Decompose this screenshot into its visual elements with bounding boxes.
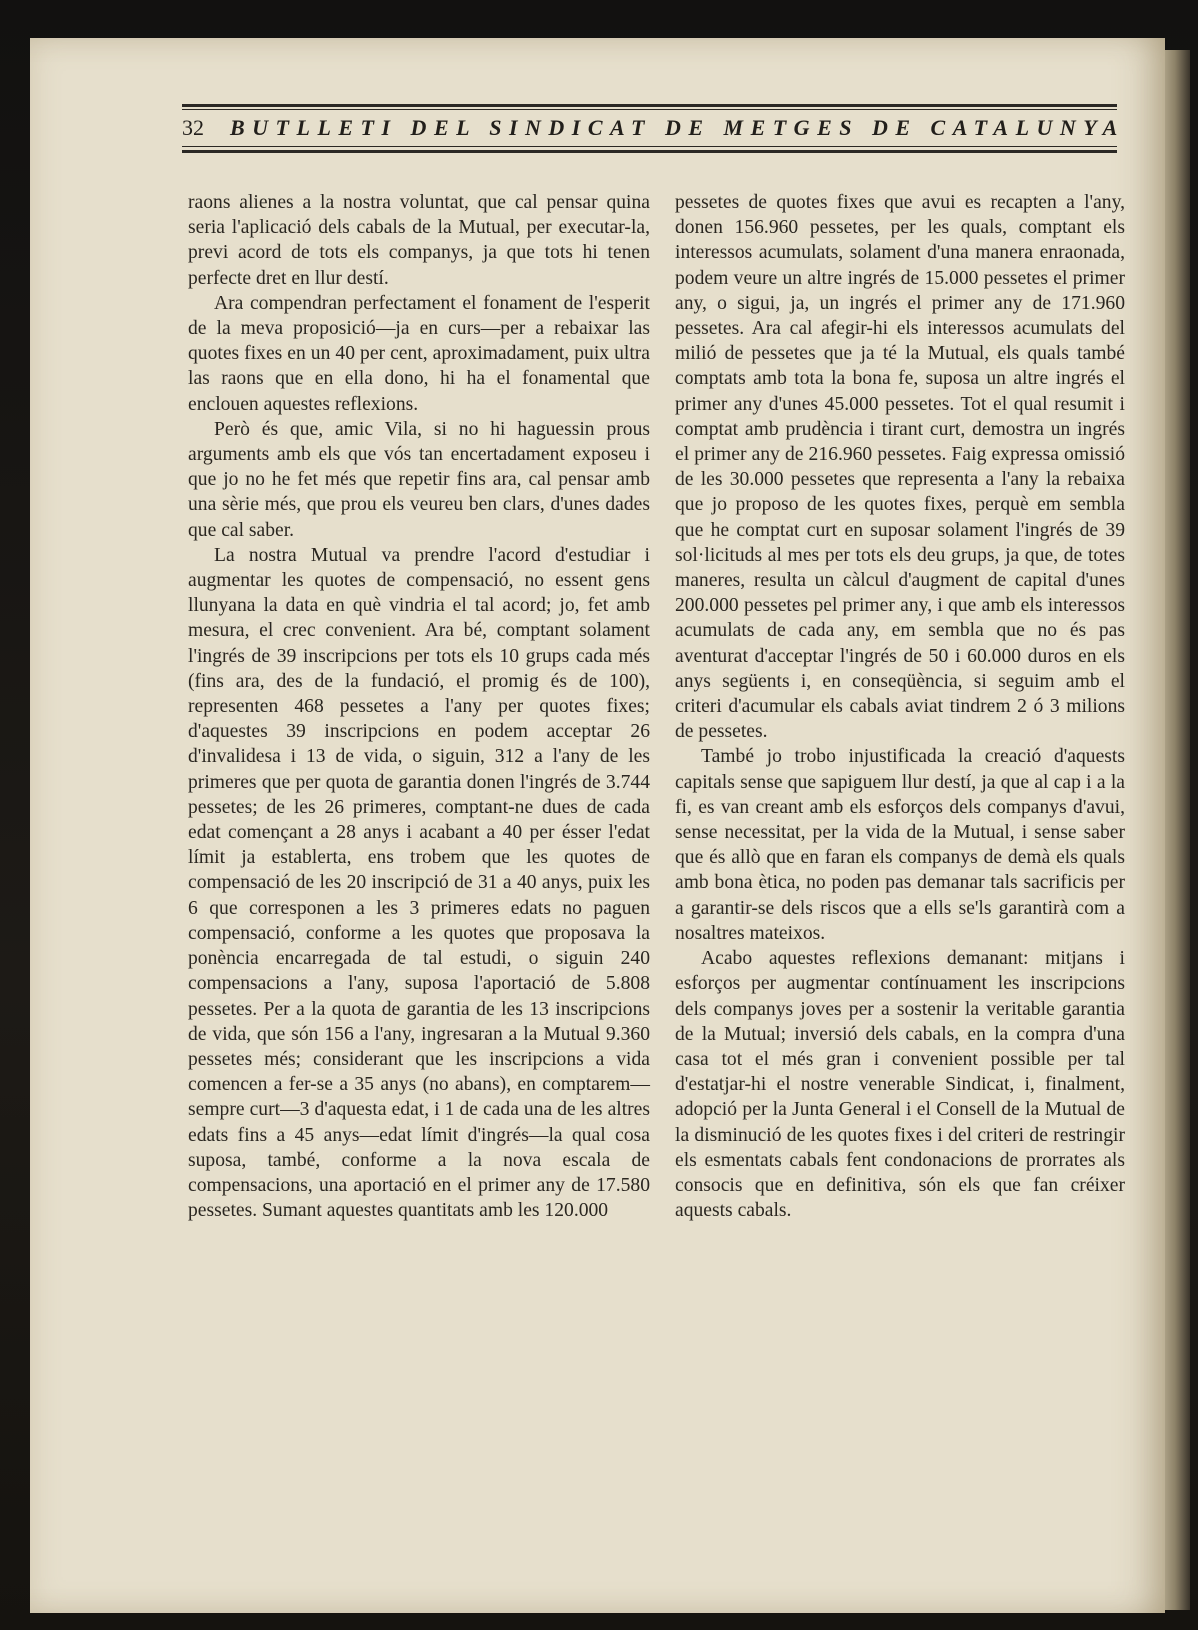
paragraph: La nostra Mutual va prendre l'acord d'estudiar i augmentar les quotes de compensació, no essent gens llunyana la data en què vindria el tal acord; jo, fet amb mesura, el crec convenient. Ara bé, comptant solament l'ingrés de 39 inscripcions per tots els 10 grups cada més (fins ara, des de la fundació, el promig és de 100), representen 468 pessetes a l'any per quotes fixes; d'aquestes 39 inscripcions en podem acceptar 26 d'invalidesa i 13 de vida, o siguin, 312 a l'any de les primeres que per quota de garantia donen l'ingrés de 3.744 pessetes; de les 26 primeres, comptant-ne dues de cada edat començant a 28 anys i acabant a 40 per ésser l'edat límit ja establerta, ens trobem que les quotes de compensació de les 20 inscripció de 31 a 40 anys, puix les 6 que corresponen a les 3 primeres edats no paguen compensació, conforme a les quotes que proposava la ponència encarregada de tal estudi, o siguin 240 compensacions a l'any, suposa l'aportació de 5.808 pessetes. Per a la quota de garantia de les 13 inscripcions de vida, que són 156 a l'any, ingresaran a la Mutual 9.360 pessetes més; considerant que les inscripcions a vida comencen a fer-se a 35 anys (no abans), en comptarem—sempre curt—3 d'aquesta edat, i 1 de cada una de les altres edats fins a 45 anys—edat límit d'ingrés—la qual cosa suposa, també, conforme a la nova escala de compensacions, una aportació en el primer any de 17.580 pessetes. Sumant aquestes quantitats amb les 120.000 [188, 544, 650, 1222]
header-rule-top-thin [182, 109, 1117, 110]
paragraph: També jo trobo injustificada la creació d'aquests capitals sense que sapiguem llur destí, ja que al cap i a la fi, es van creant amb els esforços dels companys d'avui, sense necessitat, per la vida de la Mutual, i sense saber que és allò que en faran els companys de demà els quals amb bona ètica, no poden pas demanar tals sacrificis per a garantir-se dels riscos que a ells se'ls garantirà com a nosaltres mateixos. [675, 746, 1125, 944]
paragraph: raons alienes a la nostra voluntat, que cal pensar quina seria l'aplicació dels cabals de la Mutual, per executar-la, previ acord de tots els companys, ja que tots hi tenen perfecte dret en llur destí. [188, 192, 650, 289]
paragraph: Acabo aquestes reflexions demanant: mitjans i esforços per augmentar contínuament les inscripcions dels companys joves per a sostenir la veritable garantia de la Mutual; inversió dels cabals, en la compra d'una casa tot el més gran i convenient possible per tal d'estatjar-hi el nostre venerable Sindicat, i, finalment, adopció per la Junta General i el Consell de la Mutual de la disminució de les quotes fixes i del criteri de restringir els esmentats cabals fent condonacions de prorrates als consocis que en definitiva, són els que fan créixer aquests cabals. [675, 948, 1125, 1222]
header-rule-bottom [182, 150, 1117, 153]
page-number: 32 [182, 115, 204, 140]
left-column [188, 190, 650, 1223]
journal-title: BUTLLETI DEL SINDICAT DE METGES DE CATALUNYA [230, 115, 1125, 140]
right-column [675, 190, 1125, 1223]
paragraph: Ara compendran perfectament el fonament de l'esperit de la meva proposició—ja en curs—per a rebaixar las quotes fixes en un 40 per cent, aproximadament, puix ultra las raons que en ella dono, hi ha el fonamental que enclouen aquestes reflexions. [188, 292, 650, 415]
header-rule-top [182, 104, 1117, 107]
paragraph: Però és que, amic Vila, si no hi haguessin prous arguments amb els que vós tan encertadament exposeu i que jo no he fet més que repetir fins ara, cal pensar amb una sèrie més, que prou els veureu ben clars, d'unes dades que cal saber. [188, 418, 650, 541]
paragraph: pessetes de quotes fixes que avui es recapten a l'any, donen 156.960 pessetes, per les quals, comptant els interessos acumulats, solament d'una manera enraonada, podem veure un altre ingrés de 15.000 pessetes el primer any, o sigui, ja, un ingrés el primer any de 171.960 pessetes. Ara cal afegir-hi els interessos acumulats del milió de pessetes que ja té la Mutual, els quals també comptats amb tota la bona fe, suposa un altre ingrés el primer any d'unes 45.000 pessetes. Tot el qual resumit i comptat amb prudència i tirant curt, demostra un ingrés el primer any de 216.960 pessetes. Faig expressa omissió de les 30.000 pessetes que representa a l'any la rebaixa que jo proposo de les quotes fixes, perquè em sembla que he comptat curt en suposar solament l'ingrés de 39 sol·licituds al mes per tots els deu grups, ja que, de totes maneres, resulta un càlcul d'augment de capital d'unes 200.000 pessetes pel primer any, i que amb els interessos acumulats de cada any, em sembla que no és pas aventurat d'acceptar l'ingrés de 50 i 60.000 duros en els anys següents i, en conseqüència, si seguim amb el criteri d'acumular els cabals aviat tindrem 2 ó 3 milions de pessetes. [675, 192, 1125, 743]
header-rule-bottom-thin [182, 146, 1117, 147]
page-header [182, 113, 1125, 143]
